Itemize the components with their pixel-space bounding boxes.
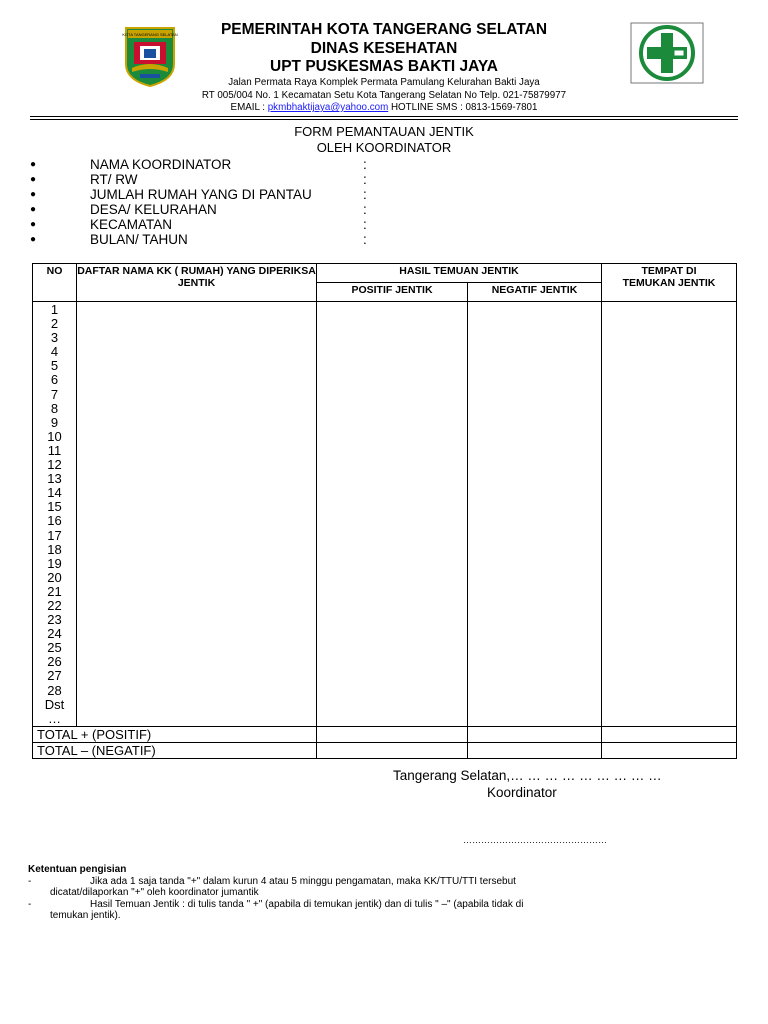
row-number: 18 xyxy=(47,541,62,557)
row-number: 10 xyxy=(47,428,62,444)
form-field-label: NAMA KOORDINATOR xyxy=(90,157,232,172)
bullet-icon: ● xyxy=(30,204,37,215)
header-rule-top xyxy=(30,116,738,117)
form-field-colon[interactable]: : xyxy=(363,187,367,202)
header-address-2: RT 005/004 No. 1 Kecamatan Setu Kota Tangerang Selatan No Telp. 021-75879977 xyxy=(201,90,567,101)
row-number: Dst xyxy=(44,696,65,712)
negatif-cell[interactable] xyxy=(468,302,602,727)
positif-cell[interactable] xyxy=(317,302,468,727)
signature-place-date: Tangerang Selatan,… … … … … … … … … xyxy=(393,768,662,783)
hotline-text: HOTLINE SMS : 0813-1569-7801 xyxy=(388,102,538,113)
note-dash: - xyxy=(28,875,32,887)
row-number: 8 xyxy=(50,400,59,416)
form-field-label: KECAMATAN xyxy=(90,217,173,232)
bullet-icon: ● xyxy=(30,219,37,230)
form-field xyxy=(30,217,430,232)
row-number: 28 xyxy=(47,682,62,698)
tempat-cell[interactable] xyxy=(602,302,737,727)
row-numbers xyxy=(33,302,77,727)
form-field-colon[interactable]: : xyxy=(363,157,367,172)
row-number: 23 xyxy=(47,612,62,628)
form-field-colon[interactable]: : xyxy=(363,232,367,247)
row-number: 13 xyxy=(47,471,62,487)
row-number: 5 xyxy=(50,358,59,374)
col-header-negatif: NEGATIF JENTIK xyxy=(468,283,602,302)
form-field xyxy=(30,157,430,172)
row-number: 26 xyxy=(47,654,62,670)
row-number: 12 xyxy=(47,457,62,473)
bullet-icon: ● xyxy=(30,159,37,170)
row-number: … xyxy=(48,710,61,726)
signature-line: ………………………………………… xyxy=(463,835,607,845)
bullet-icon: ● xyxy=(30,174,37,185)
notes-section xyxy=(28,864,728,922)
total-positif-positif-cell[interactable] xyxy=(317,726,468,742)
form-field-colon[interactable]: : xyxy=(363,217,367,232)
row-number: 11 xyxy=(47,442,62,458)
header-address-1: Jalan Permata Raya Komplek Permata Pamulang Kelurahan Bakti Jaya xyxy=(228,77,540,88)
row-number: 25 xyxy=(47,640,62,656)
col-header-no: NO xyxy=(33,264,77,302)
header-contact xyxy=(0,102,768,113)
col-header-daftar: DAFTAR NAMA KK ( RUMAH) YANG DIPERIKSA JENTIK xyxy=(77,264,317,302)
row-number: 27 xyxy=(47,668,62,684)
row-number: 6 xyxy=(50,372,59,388)
form-field xyxy=(30,202,430,217)
total-negatif-positif-cell[interactable] xyxy=(317,742,468,758)
row-number: 19 xyxy=(47,555,62,571)
form-field-label: DESA/ KELURAHAN xyxy=(90,202,217,217)
logo-left-text: KOTA TANGERANG SELATAN xyxy=(122,32,178,37)
form-title-1: FORM PEMANTAUAN JENTIK xyxy=(294,124,474,139)
form-field-label: RT/ RW xyxy=(90,172,138,187)
header-rule-bottom xyxy=(30,119,738,120)
total-positif-negatif-cell[interactable] xyxy=(468,726,602,742)
row-number: 3 xyxy=(50,330,59,346)
row-number: 9 xyxy=(50,414,59,430)
form-field xyxy=(30,187,430,202)
note-item xyxy=(28,876,728,899)
total-negatif-negatif-cell[interactable] xyxy=(468,742,602,758)
form-field-label: BULAN/ TAHUN xyxy=(90,232,188,247)
row-number: 1 xyxy=(50,302,59,317)
signature-role: Koordinator xyxy=(487,785,557,800)
note-item xyxy=(28,899,728,922)
col-header-positif: POSITIF JENTIK xyxy=(317,283,468,302)
note-text-cont: temukan jentik). xyxy=(50,910,121,921)
col-header-tempat: TEMPAT DI TEMUKAN JENTIK xyxy=(602,264,737,302)
form-field-label: JUMLAH RUMAH YANG DI PANTAU xyxy=(90,187,312,202)
row-number: 16 xyxy=(47,513,62,529)
col-header-hasil: HASIL TEMUAN JENTIK xyxy=(317,264,602,283)
form-field-colon[interactable]: : xyxy=(363,172,367,187)
total-negatif-label: TOTAL – (NEGATIF) xyxy=(33,742,317,758)
note-text: Jika ada 1 saja tanda "+" dalam kurun 4 atau 5 minggu pengamatan, maka KK/TTU/TTI tersebut xyxy=(90,875,516,887)
note-text: Hasil Temuan Jentik : di tulis tanda " +" (apabila di temukan jentik) dan di tulis " –" (apabila tidak di xyxy=(90,898,524,910)
row-number: 24 xyxy=(47,626,62,642)
form-field xyxy=(30,172,430,187)
form-field-colon[interactable]: : xyxy=(363,202,367,217)
form-title-2: OLEH KOORDINATOR xyxy=(316,140,452,155)
row-number: 22 xyxy=(47,597,62,613)
email-link[interactable]: pkmbhaktijaya@yahoo.com xyxy=(267,102,389,113)
row-number: 15 xyxy=(47,499,62,515)
row-number: 17 xyxy=(47,527,62,543)
bullet-icon: ● xyxy=(30,234,37,245)
notes-title: Ketentuan pengisian xyxy=(28,864,127,875)
row-number: 21 xyxy=(47,583,62,599)
daftar-cell[interactable] xyxy=(77,302,317,727)
form-fields xyxy=(30,157,430,247)
header-title-3: UPT PUSKESMAS BAKTI JAYA xyxy=(270,58,498,75)
header-title-1: PEMERINTAH KOTA TANGERANG SELATAN xyxy=(220,21,548,38)
row-number: 2 xyxy=(50,316,59,332)
total-positif-label: TOTAL + (POSITIF) xyxy=(33,726,317,742)
bullet-icon: ● xyxy=(30,189,37,200)
row-number: 4 xyxy=(50,344,59,360)
note-text-cont: dicatat/dilaporkan "+" oleh koordinator jumantik xyxy=(50,887,259,898)
row-number: 20 xyxy=(47,569,62,585)
header-title-2: DINAS KESEHATAN xyxy=(310,40,458,57)
row-number: 7 xyxy=(50,386,59,402)
monitoring-table xyxy=(32,263,737,759)
total-positif-tempat-cell[interactable] xyxy=(602,726,737,742)
email-prefix: EMAIL : xyxy=(230,102,268,113)
row-number: 14 xyxy=(47,485,62,501)
form-field xyxy=(30,232,430,247)
total-negatif-tempat-cell[interactable] xyxy=(602,742,737,758)
note-dash: - xyxy=(28,898,32,910)
